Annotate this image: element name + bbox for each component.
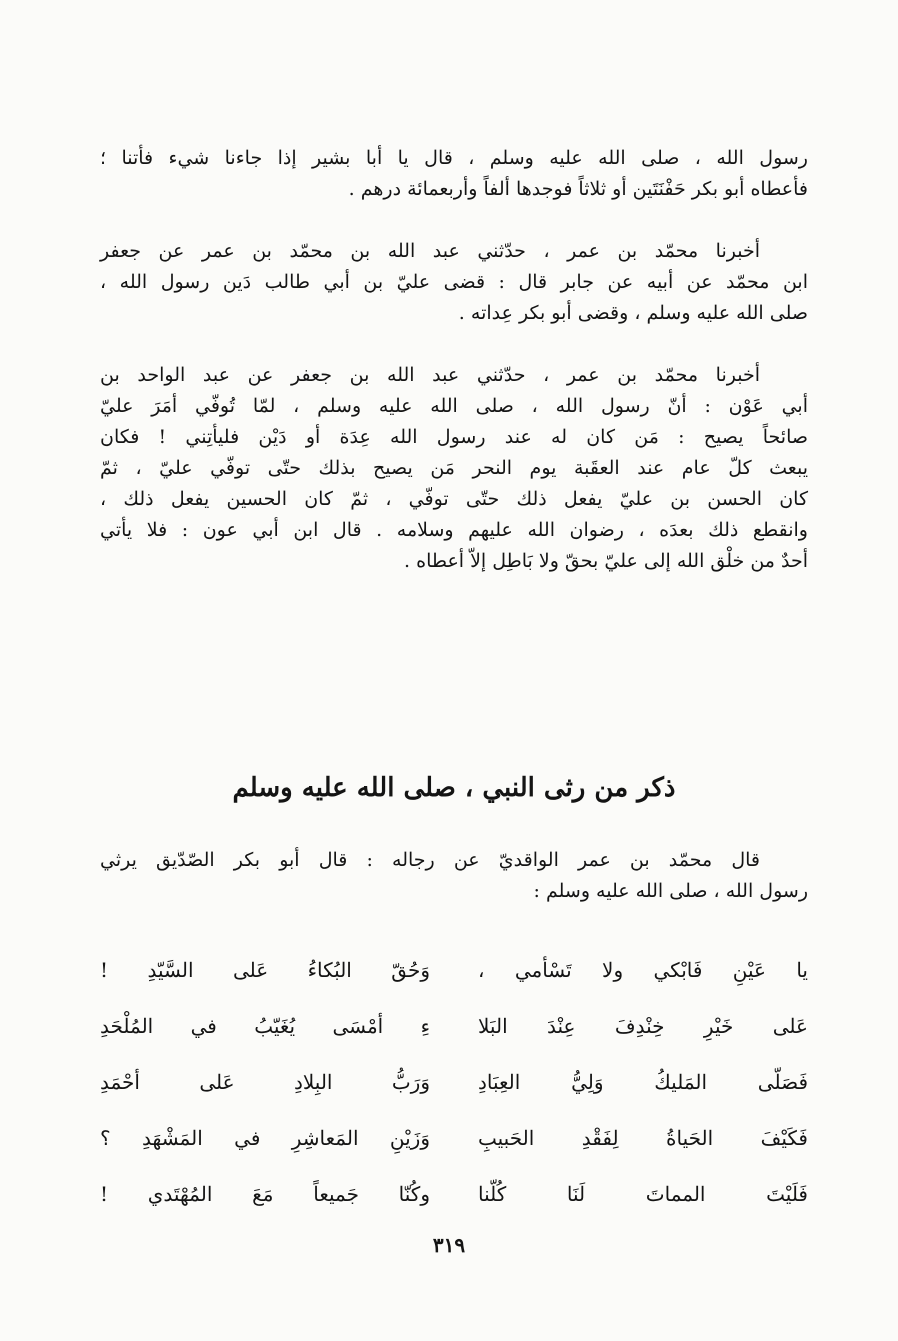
- text-line: أخبرنا محمّد بن عمر ، حدّثني عبد الله بن محمّد بن عمر عن جعفر: [100, 240, 760, 262]
- poem-verse: [100, 1118, 808, 1174]
- text-line: ابن محمّد عن أبيه عن جابر قال : قضى عليّ بن أبي طالب دَين رسول الله ،: [100, 271, 808, 293]
- paragraph-1: [100, 143, 808, 205]
- paragraph-3: [100, 360, 808, 577]
- text-line: أبي عَوْن : أنّ رسول الله ، صلى الله عليه وسلم ، لمّا تُوفّي أمَرَ عليّ: [100, 395, 808, 417]
- verse-second-hemistich: وَرَبُّ البِلادِ عَلى أحْمَدِ: [100, 1070, 430, 1094]
- text-line: يبعث كلّ عام عند العقَبة يوم النحر مَن يصيح بذلك حتّى توفّي عليّ ، ثمّ: [100, 457, 808, 479]
- text-line: رسول الله ، صلى الله عليه وسلم :: [533, 880, 808, 902]
- verse-second-hemistich: وَحُقّ البُكاءُ عَلى السَّيّدِ !: [100, 958, 430, 982]
- verse-first-hemistich: فَكَيْفَ الحَياةُ لِفَقْدِ الحَبيبِ: [478, 1126, 808, 1150]
- text-line: وانقطع ذلك بعدَه ، رضوان الله عليهم وسلامه . قال ابن أبي عون : فلا يأتي: [100, 519, 808, 541]
- poem-verse: [100, 950, 808, 1006]
- poem: [100, 950, 808, 1230]
- poem-verse: [100, 1006, 808, 1062]
- verse-first-hemistich: فَصَلّى المَليكُ وَلِيُّ العِبَادِ: [478, 1070, 808, 1094]
- verse-first-hemistich: عَلى خَيْرِ خِنْدِفَ عِنْدَ البَلا: [478, 1014, 808, 1038]
- verse-second-hemistich: وكُنّا جَميعاً مَعَ المُهْتَدي !: [100, 1182, 430, 1206]
- verse-first-hemistich: فَلَيْتَ المماتَ لَنَا كُلّنا: [478, 1182, 808, 1206]
- text-line: رسول الله ، صلى الله عليه وسلم ، قال يا أبا بشير إذا جاءنا شيء فأتنا ؛: [100, 147, 808, 169]
- text-line: قال محمّد بن عمر الواقديّ عن رجاله : قال أبو بكر الصّدّيق يرثي: [100, 849, 760, 871]
- verse-first-hemistich: يا عَيْنِ فَابْكي ولا تَسْأمي ،: [478, 958, 808, 982]
- text-line: كان الحسن بن عليّ يفعل ذلك حتّى توفّي ، ثمّ كان الحسين يفعل ذلك ،: [100, 488, 808, 510]
- poem-verse: [100, 1062, 808, 1118]
- verse-second-hemistich: ءِ أمْسَى يُغَيّبُ في المُلْحَدِ: [100, 1014, 430, 1038]
- verse-second-hemistich: وَزَيْنِ المَعاشِرِ في المَشْهَدِ ؟: [100, 1126, 430, 1150]
- page-number: ٣١٩: [432, 1233, 466, 1257]
- paragraph-2: [100, 236, 808, 329]
- poem-introduction: [100, 845, 808, 907]
- text-line: صلى الله عليه وسلم ، وقضى أبو بكر عِداته .: [458, 302, 808, 324]
- text-line: صائحاً يصيح : مَن كان له عند رسول الله عِدَة أو دَيْن فليأتِني ! فكان: [100, 426, 808, 448]
- text-line: فأعطاه أبو بكر حَفْنَتَين أو ثلاثاً فوجدها ألفاً وأربعمائة درهم .: [348, 178, 808, 200]
- section-heading: ذكر من رثى النبي ، صلى الله عليه وسلم: [232, 773, 676, 803]
- text-line: أحدٌ من خلْق الله إلى عليّ بحقّ ولا بَاطِل إلاّ أعطاه .: [404, 550, 808, 572]
- text-line: أخبرنا محمّد بن عمر ، حدّثني عبد الله بن جعفر عن عبد الواحد بن: [100, 364, 760, 386]
- poem-verse: [100, 1174, 808, 1230]
